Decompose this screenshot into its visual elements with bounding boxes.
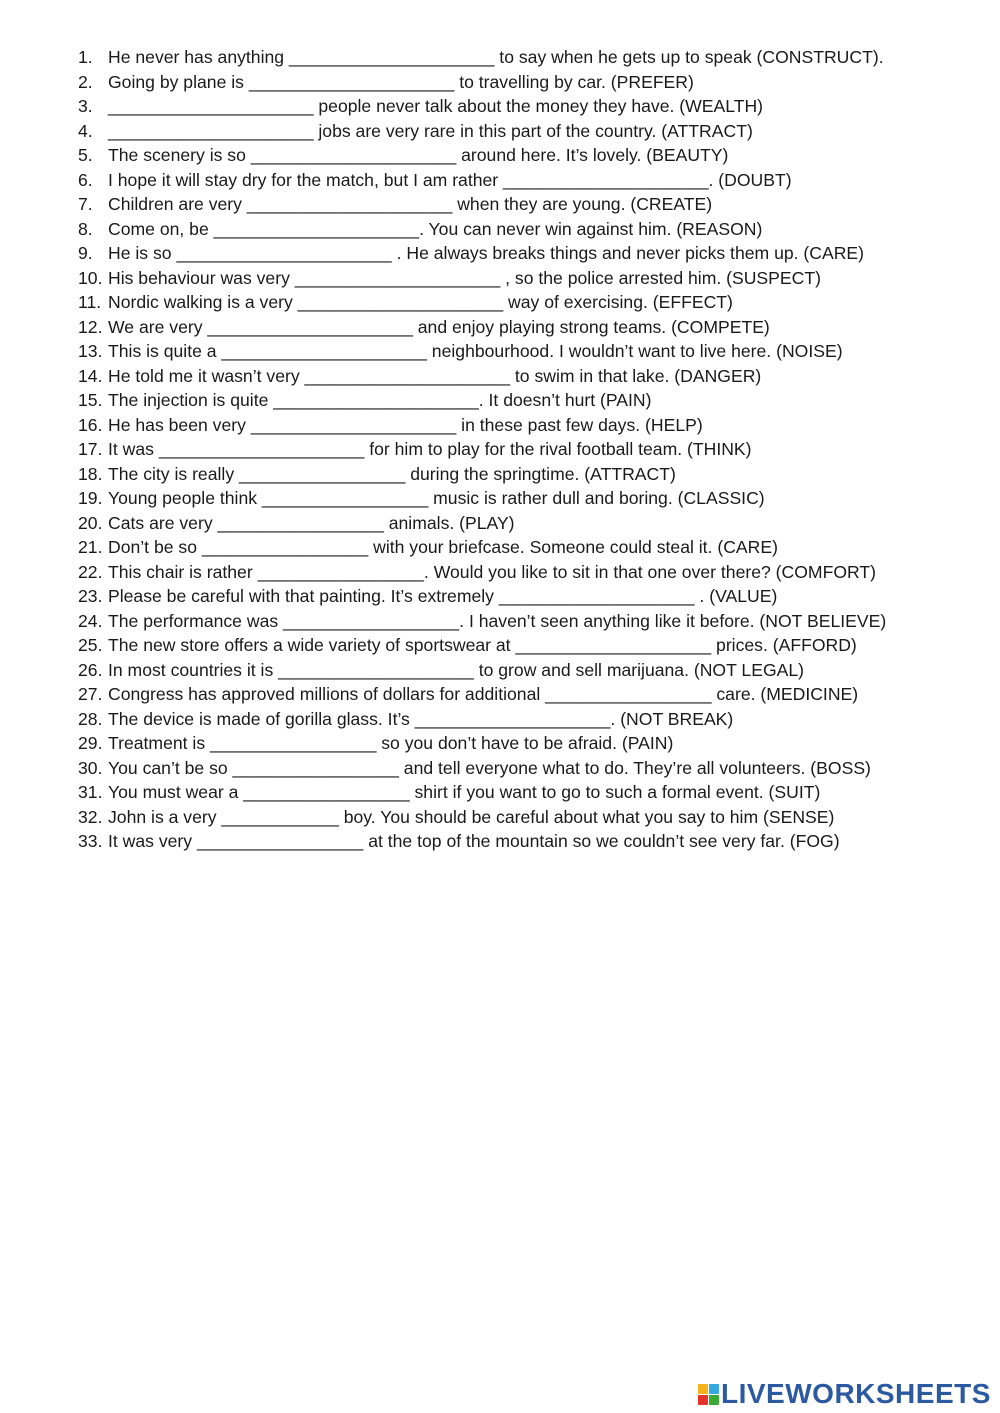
question-text: He has been very _____________________ in these past few days. (HELP) [108, 414, 703, 435]
question-text: His behaviour was very _____________________ , so the police arrested him. (SUSPECT) [108, 267, 821, 288]
question-row [0, 168, 1000, 193]
question-row [0, 584, 1000, 609]
question-number: 20. [78, 512, 103, 533]
question-row [0, 707, 1000, 732]
question-number: 11. [78, 292, 102, 312]
question-row [0, 682, 1000, 707]
question-number: 30. [78, 757, 103, 778]
question-number: 2. [78, 71, 93, 92]
question-row [0, 437, 1000, 462]
question-number: 17. [78, 439, 103, 459]
question-row [0, 119, 1000, 144]
question-number: 24. [78, 610, 103, 631]
question-number: 25. [78, 635, 103, 655]
question-text: You must wear a _________________ shirt if you want to go to such a formal event. (SUIT) [108, 782, 821, 802]
question-text: Please be careful with that painting. It’s extremely ____________________ . (VALUE) [108, 586, 778, 606]
question-number: 31. [78, 782, 103, 802]
question-number: 5. [78, 145, 93, 165]
question-number: 33. [78, 831, 103, 851]
question-text: The new store offers a wide variety of sportswear at ____________________ prices. (AFFORD) [108, 635, 857, 655]
question-text: The city is really _________________ during the springtime. (ATTRACT) [108, 463, 676, 484]
question-number: 14. [78, 365, 103, 386]
question-text: It was very _________________ at the top of the mountain so we couldn’t see very far. (FOG) [108, 831, 840, 851]
logo-text: LIVEWORKSHEETS [721, 1378, 991, 1409]
question-text: The device is made of gorilla glass. It’s ____________________. (NOT BREAK) [108, 708, 734, 729]
question-text: Treatment is _________________ so you don’t have to be afraid. (PAIN) [108, 733, 674, 753]
question-number: 9. [78, 243, 93, 263]
question-row [0, 560, 1000, 585]
question-number: 18. [78, 463, 103, 484]
question-row [0, 486, 1000, 511]
question-row [0, 633, 1000, 658]
question-text: Come on, be _____________________. You can never win against him. (REASON) [108, 218, 763, 239]
question-number: 28. [78, 708, 103, 729]
question-row [0, 388, 1000, 413]
question-row [0, 731, 1000, 756]
question-text: He never has anything _____________________ to say when he gets up to speak (CONSTRUCT). [108, 47, 884, 67]
question-number: 22. [78, 561, 103, 582]
question-number: 26. [78, 659, 103, 680]
question-row [0, 780, 1000, 805]
question-row [0, 241, 1000, 266]
question-number: 4. [78, 120, 93, 141]
question-number: 7. [78, 194, 93, 214]
question-text: The performance was __________________. I haven’t seen anything like it before. (NOT BELIEVE) [108, 610, 887, 631]
question-row [0, 413, 1000, 438]
question-text: We are very _____________________ and enjoy playing strong teams. (COMPETE) [108, 316, 770, 337]
question-text: In most countries it is ____________________ to grow and sell marijuana. (NOT LEGAL) [108, 659, 805, 680]
question-row [0, 535, 1000, 560]
question-text: Children are very _____________________ when they are young. (CREATE) [108, 194, 713, 214]
question-text: Cats are very _________________ animals. (PLAY) [108, 512, 515, 533]
question-text: You can’t be so _________________ and tell everyone what to do. They’re all volunteers. (BOSS) [108, 757, 871, 778]
question-text: He told me it wasn’t very _____________________ to swim in that lake. (DANGER) [108, 365, 762, 386]
question-text: Going by plane is _____________________ to travelling by car. (PREFER) [108, 71, 694, 92]
question-row [0, 339, 1000, 364]
question-number: 15. [78, 390, 103, 410]
logo-mark-icon [698, 1384, 719, 1405]
question-number: 12. [78, 316, 103, 337]
question-text: Young people think _________________ music is rather dull and boring. (CLASSIC) [108, 488, 765, 508]
question-row [0, 829, 1000, 854]
question-number: 29. [78, 733, 103, 753]
question-row [0, 192, 1000, 217]
exercise-list [0, 45, 1000, 854]
question-row [0, 756, 1000, 781]
question-row [0, 94, 1000, 119]
question-text: He is so ______________________ . He always breaks things and never picks them up. (CARE) [108, 243, 865, 263]
question-row [0, 609, 1000, 634]
question-row [0, 266, 1000, 291]
question-number: 27. [78, 684, 103, 704]
question-text: Congress has approved millions of dollars for additional _________________ care. (MEDICINE) [108, 684, 859, 704]
liveworksheets-logo[interactable] [698, 1379, 991, 1409]
question-number: 23. [78, 586, 103, 606]
question-number: 3. [78, 96, 93, 116]
question-text: The injection is quite _____________________. It doesn’t hurt (PAIN) [108, 390, 652, 410]
question-row [0, 70, 1000, 95]
question-text: John is a very ____________ boy. You should be careful about what you say to him (SENSE) [108, 806, 835, 827]
question-number: 10. [78, 267, 103, 288]
question-row [0, 143, 1000, 168]
question-text: _____________________ jobs are very rare in this part of the country. (ATTRACT) [108, 120, 753, 141]
question-number: 8. [78, 218, 93, 239]
question-number: 13. [78, 341, 103, 361]
question-text: Don’t be so _________________ with your briefcase. Someone could steal it. (CARE) [108, 537, 778, 557]
question-text: The scenery is so _____________________ around here. It’s lovely. (BEAUTY) [108, 145, 729, 165]
question-text: It was _____________________ for him to play for the rival football team. (THINK) [108, 439, 752, 459]
question-text: This is quite a _____________________ neighbourhood. I wouldn’t want to live here. (NOISE) [108, 341, 843, 361]
question-row [0, 45, 1000, 70]
question-row [0, 290, 1000, 315]
question-row [0, 805, 1000, 830]
question-row [0, 315, 1000, 340]
question-text: This chair is rather _________________. Would you like to sit in that one over there? (COMFORT) [108, 561, 877, 582]
question-number: 1. [78, 47, 93, 67]
question-row [0, 511, 1000, 536]
question-row [0, 217, 1000, 242]
question-row [0, 364, 1000, 389]
question-row [0, 658, 1000, 683]
question-number: 19. [78, 488, 103, 508]
question-number: 6. [78, 169, 93, 190]
question-text: I hope it will stay dry for the match, but I am rather _____________________. (DOUBT) [108, 169, 792, 190]
question-row [0, 462, 1000, 487]
question-number: 16. [78, 414, 103, 435]
question-text: _____________________ people never talk about the money they have. (WEALTH) [108, 96, 764, 116]
question-number: 21. [78, 537, 103, 557]
question-text: Nordic walking is a very _____________________ way of exercising. (EFFECT) [108, 292, 733, 312]
question-number: 32. [78, 806, 103, 827]
